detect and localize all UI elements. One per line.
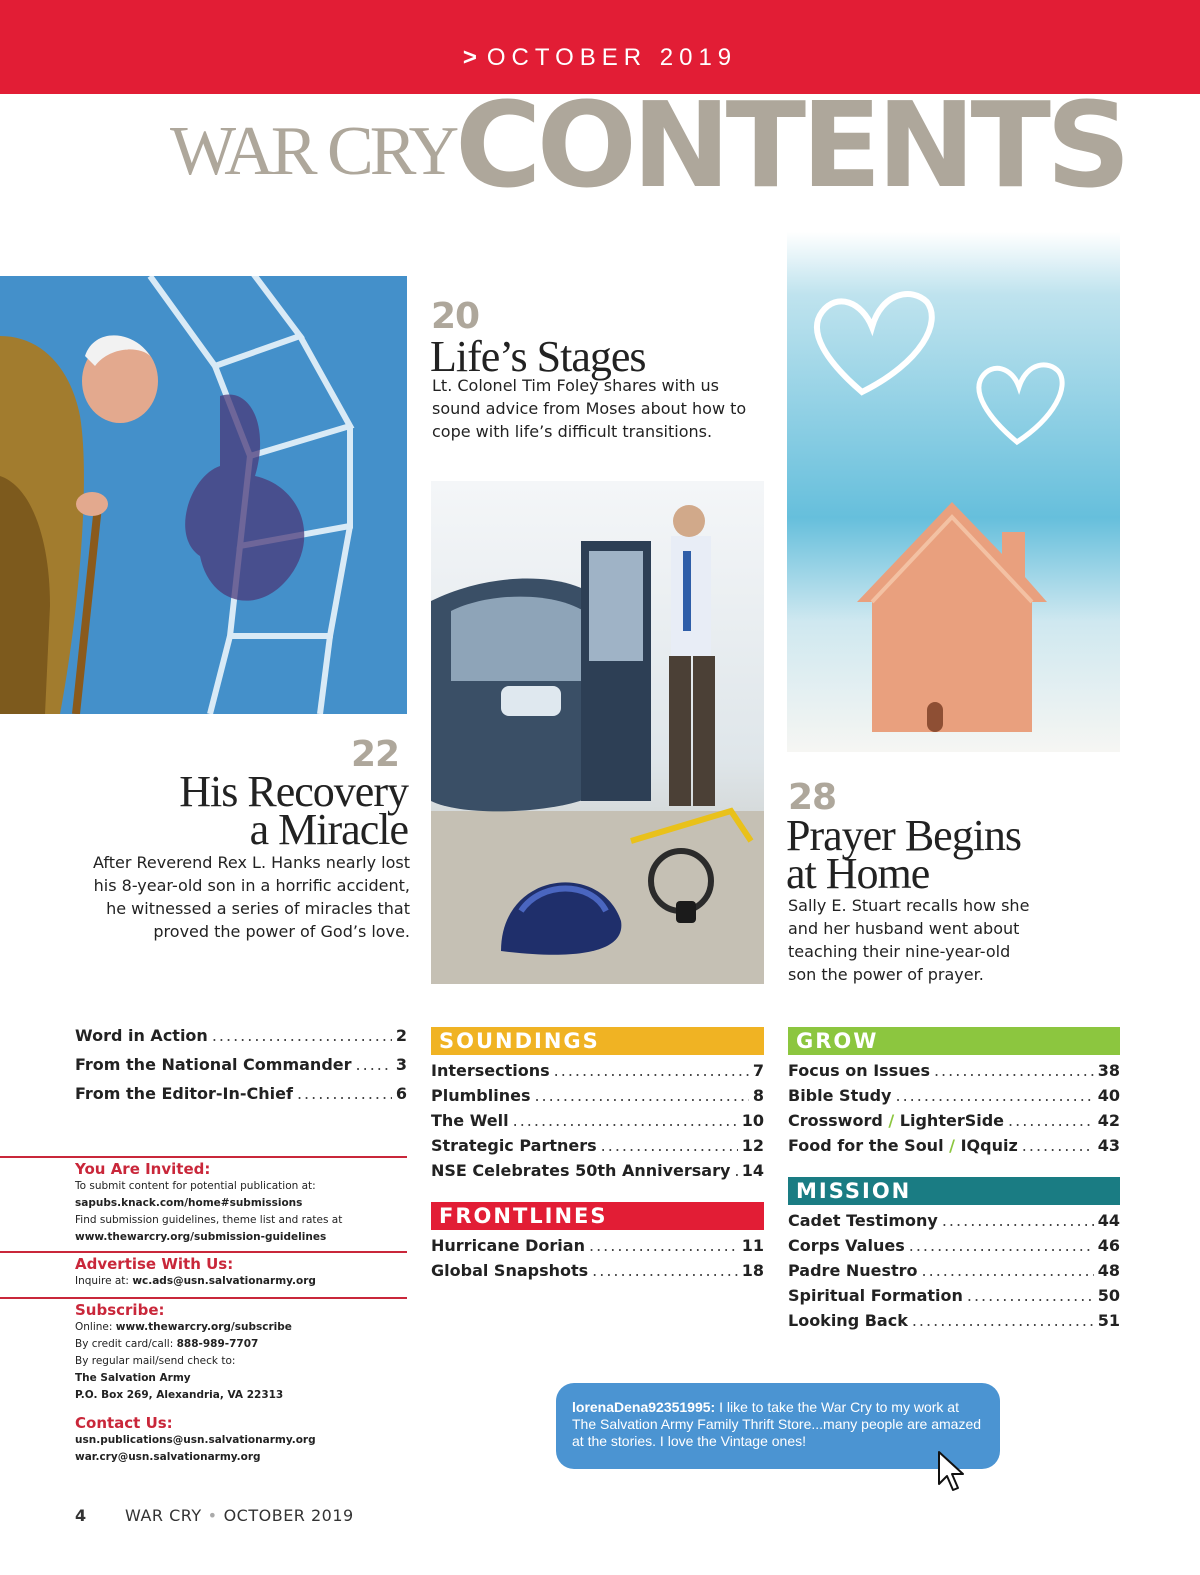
toc-item[interactable]: Padre Nuestro ..... 48 bbox=[788, 1261, 1120, 1286]
feature-22-desc: After Reverend Rex L. Hanks nearly lost his 8-year-old son in a horrific accident, he witnessed a series of miracles that proved the power of God’s love. bbox=[93, 853, 410, 941]
issue-month: OCTOBER 2019 bbox=[486, 44, 738, 71]
feature-22-page: 22 bbox=[351, 734, 400, 775]
toc-item[interactable]: Plumblines ..... 8 bbox=[431, 1086, 764, 1111]
feature-20-title[interactable]: Life’s Stages bbox=[430, 332, 646, 381]
toc-item[interactable]: Bible Study ..... 40 bbox=[788, 1086, 1120, 1111]
info-heading: Advertise With Us: bbox=[75, 1255, 234, 1273]
toc-departments bbox=[75, 1026, 407, 1113]
guidelines-link[interactable]: www.thewarcry.org/submission-guidelines bbox=[75, 1231, 327, 1243]
comment-text: I like to take the War Cry to my work at The Salvation Army Family Thrift Store...many people are amazed at the stories. I love the Vintage ones! bbox=[572, 1399, 982, 1449]
hopscotch-illustration bbox=[0, 276, 407, 714]
contact-email-link[interactable]: war.cry@usn.salvationarmy.org bbox=[75, 1451, 261, 1463]
toc-item[interactable]: Cadet Testimony ..... 44 bbox=[788, 1211, 1120, 1236]
section-soundings-header: SOUNDINGS bbox=[431, 1027, 764, 1055]
toc-item[interactable]: Word in Action ..... 2 bbox=[75, 1026, 407, 1055]
feature-28-title-line1: Prayer Begins bbox=[786, 811, 1022, 860]
toc-item[interactable]: Hurricane Dorian ..... 11 bbox=[431, 1236, 764, 1261]
info-heading: Subscribe: bbox=[75, 1301, 165, 1319]
toc-item[interactable]: From the Editor-In-Chief ..... 6 bbox=[75, 1084, 407, 1113]
toc-item[interactable]: Strategic Partners ..... 12 bbox=[431, 1136, 764, 1161]
divider bbox=[0, 1251, 407, 1253]
masthead-contents: CONTENTS bbox=[455, 76, 1126, 214]
toc-frontlines bbox=[431, 1236, 764, 1286]
section-mission-header: MISSION bbox=[788, 1177, 1120, 1205]
masthead-warcry: WAR CRY bbox=[170, 113, 456, 190]
phone-number: 888-989-7707 bbox=[176, 1338, 259, 1350]
toc-item[interactable]: The Well ..... 10 bbox=[431, 1111, 764, 1136]
toc-item[interactable]: Global Snapshots ..... 18 bbox=[431, 1261, 764, 1286]
toc-item[interactable]: Focus on Issues ..... 38 bbox=[788, 1061, 1120, 1086]
info-heading: You Are Invited: bbox=[75, 1160, 211, 1178]
toc-item[interactable]: NSE Celebrates 50th Anniversary ..... 14 bbox=[431, 1161, 764, 1186]
toc-mission bbox=[788, 1211, 1120, 1336]
ads-email-link[interactable]: wc.ads@usn.salvationarmy.org bbox=[132, 1275, 316, 1287]
toc-item[interactable]: Looking Back ..... 51 bbox=[788, 1311, 1120, 1336]
feature-22-title[interactable] bbox=[179, 767, 408, 854]
house-hearts-photo bbox=[787, 232, 1120, 752]
contact-email-link[interactable]: usn.publications@usn.salvationarmy.org bbox=[75, 1434, 316, 1446]
toc-grow bbox=[788, 1061, 1120, 1161]
footer-issue: WAR CRY • OCTOBER 2019 bbox=[125, 1506, 354, 1525]
issue-date bbox=[0, 44, 1200, 72]
toc-item[interactable]: From the National Commander ..... 3 bbox=[75, 1055, 407, 1084]
reader-comment-bubble[interactable] bbox=[556, 1383, 1000, 1469]
toc-item[interactable]: Corps Values ..... 46 bbox=[788, 1236, 1120, 1261]
toc-item[interactable]: Intersections ..... 7 bbox=[431, 1061, 764, 1086]
feature-22-title-line1: His Recovery bbox=[179, 767, 408, 816]
info-invited: You Are Invited: To submit content for potential publication at: sapubs.knack.com/home#submissions Find submission guidelines, theme list and rates at www.thewarcry.org/submission-guidelines bbox=[0, 1156, 407, 1246]
feature-20-desc: Lt. Colonel Tim Foley shares with us sound advice from Moses about how to cope with life’s difficult transitions. bbox=[432, 376, 747, 441]
info-contact bbox=[0, 1412, 407, 1466]
feature-28-desc: Sally E. Stuart recalls how she and her husband went about teaching their nine-year-old son the power of prayer. bbox=[788, 896, 1030, 984]
subscribe-link[interactable]: www.thewarcry.org/subscribe bbox=[115, 1321, 292, 1333]
feature-28-title[interactable] bbox=[786, 811, 1022, 898]
info-heading: Contact Us: bbox=[75, 1414, 173, 1432]
page-number: 4 bbox=[75, 1506, 87, 1525]
feature-22-title-line2: a Miracle bbox=[249, 805, 408, 854]
toc-item[interactable]: Food for the Soul / IQquiz ..... 43 bbox=[788, 1136, 1120, 1161]
feature-20-page: 20 bbox=[431, 296, 480, 337]
section-grow-header: GROW bbox=[788, 1027, 1120, 1055]
info-subscribe: Subscribe: Online: www.thewarcry.org/subscribe By credit card/call: 888-989-7707 By regular mail/send check to: The Salvation Army P.O. Box 269, Alexandria, VA 22313 bbox=[0, 1297, 407, 1404]
submissions-link[interactable]: sapubs.knack.com/home#submissions bbox=[75, 1197, 303, 1209]
arrow-right-icon: > bbox=[462, 44, 477, 71]
feature-28-title-line2: at Home bbox=[786, 849, 930, 898]
section-frontlines-header: FRONTLINES bbox=[431, 1202, 764, 1230]
accident-photo bbox=[431, 481, 764, 984]
toc-item[interactable]: Crossword / LighterSide ..... 42 bbox=[788, 1111, 1120, 1136]
mouse-cursor-icon bbox=[936, 1450, 966, 1494]
comment-username: lorenaDena92351995: bbox=[572, 1399, 716, 1415]
toc-item[interactable]: Spiritual Formation ..... 50 bbox=[788, 1286, 1120, 1311]
toc-soundings bbox=[431, 1061, 764, 1186]
divider bbox=[0, 1297, 407, 1299]
divider bbox=[0, 1156, 407, 1158]
info-advertise: Advertise With Us: Inquire at: wc.ads@usn.salvationarmy.org bbox=[0, 1251, 407, 1290]
feature-28-page: 28 bbox=[788, 777, 837, 818]
